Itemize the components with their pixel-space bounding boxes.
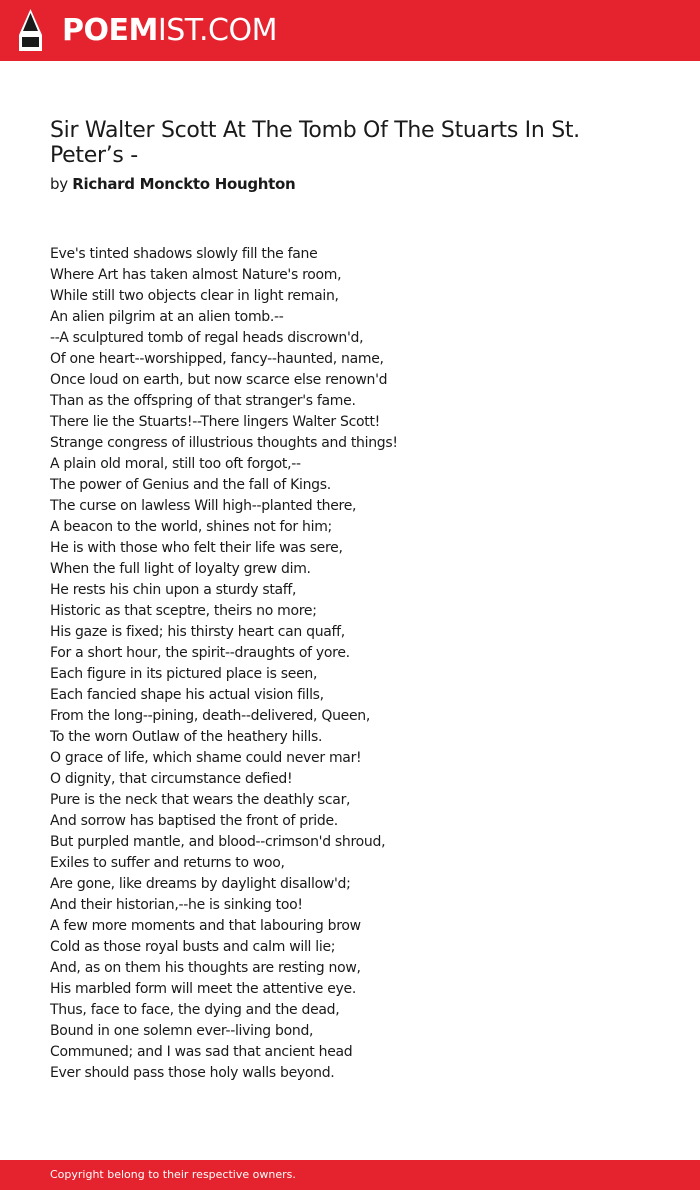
poem-byline xyxy=(50,174,295,194)
poem-line: The curse on lawless Will high--planted there, xyxy=(50,498,357,514)
poem-line: A plain old moral, still too oft forgot,-- xyxy=(50,456,301,472)
poem-line: He is with those who felt their life was sere, xyxy=(50,540,343,556)
site-header xyxy=(0,0,700,61)
poem-line: While still two objects clear in light remain, xyxy=(50,288,339,304)
poem-line: His marbled form will meet the attentive eye. xyxy=(50,981,356,997)
poem-line: Exiles to suffer and returns to woo, xyxy=(50,855,285,871)
poem-line: The power of Genius and the fall of Kings. xyxy=(50,477,331,493)
poem-line: Historic as that sceptre, theirs no more; xyxy=(50,603,317,619)
poem-line: O dignity, that circumstance defied! xyxy=(50,771,293,787)
poem-line: Of one heart--worshipped, fancy--haunted, name, xyxy=(50,351,384,367)
poem-line: Eve's tinted shadows slowly fill the fane xyxy=(50,246,318,262)
poem-line: Communed; and I was sad that ancient head xyxy=(50,1044,353,1060)
poem-line: Than as the offspring of that stranger's fame. xyxy=(50,393,356,409)
poem-line: Once loud on earth, but now scarce else renown'd xyxy=(50,372,388,388)
poem-line: His gaze is fixed; his thirsty heart can quaff, xyxy=(50,624,345,640)
poem-line: Cold as those royal busts and calm will lie; xyxy=(50,939,336,955)
poem-line: --A sculptured tomb of regal heads discrown'd, xyxy=(50,330,364,346)
poem-line: Strange congress of illustrious thoughts and things! xyxy=(50,435,398,451)
poem-body xyxy=(50,244,650,1084)
poem-line: Each fancied shape his actual vision fills, xyxy=(50,687,324,703)
site-logo[interactable] xyxy=(62,13,277,49)
logo-text-bold: POEM xyxy=(62,13,158,48)
poem-line: For a short hour, the spirit--draughts of yore. xyxy=(50,645,350,661)
poem-line: Ever should pass those holy walls beyond. xyxy=(50,1065,335,1081)
poem-line: When the full light of loyalty grew dim. xyxy=(50,561,311,577)
poem-line: Where Art has taken almost Nature's room, xyxy=(50,267,342,283)
poem-line: And, as on them his thoughts are resting now, xyxy=(50,960,361,976)
author-name: Richard Monckto Houghton xyxy=(72,175,296,193)
site-footer xyxy=(0,1160,700,1190)
poem-line: An alien pilgrim at an alien tomb.-- xyxy=(50,309,284,325)
poem-title: Sir Walter Scott At The Tomb Of The Stuarts In St. Peter’s - xyxy=(50,118,580,168)
poem-line: Are gone, like dreams by daylight disallow'd; xyxy=(50,876,351,892)
poem-line: A beacon to the world, shines not for him; xyxy=(50,519,332,535)
logo-text-light: IST.COM xyxy=(157,13,277,48)
poem-line: From the long--pining, death--delivered, Queen, xyxy=(50,708,370,724)
poem-line: Bound in one solemn ever--living bond, xyxy=(50,1023,314,1039)
poem-line: Pure is the neck that wears the deathly scar, xyxy=(50,792,351,808)
poem-line: And their historian,--he is sinking too! xyxy=(50,897,303,913)
poem-line: A few more moments and that labouring brow xyxy=(50,918,361,934)
pen-nib-icon xyxy=(18,9,43,51)
poem-line: Thus, face to face, the dying and the dead, xyxy=(50,1002,340,1018)
poem-line: There lie the Stuarts!--There lingers Walter Scott! xyxy=(50,414,380,430)
poem-line: He rests his chin upon a sturdy staff, xyxy=(50,582,297,598)
copyright-text: Copyright belong to their respective owners. xyxy=(50,1168,296,1181)
poem-line: And sorrow has baptised the front of pride. xyxy=(50,813,338,829)
poem-line: O grace of life, which shame could never mar! xyxy=(50,750,362,766)
poem-line: To the worn Outlaw of the heathery hills. xyxy=(50,729,323,745)
by-label: by xyxy=(50,175,68,193)
poem-line: Each figure in its pictured place is seen, xyxy=(50,666,318,682)
poem-line: But purpled mantle, and blood--crimson'd shroud, xyxy=(50,834,386,850)
